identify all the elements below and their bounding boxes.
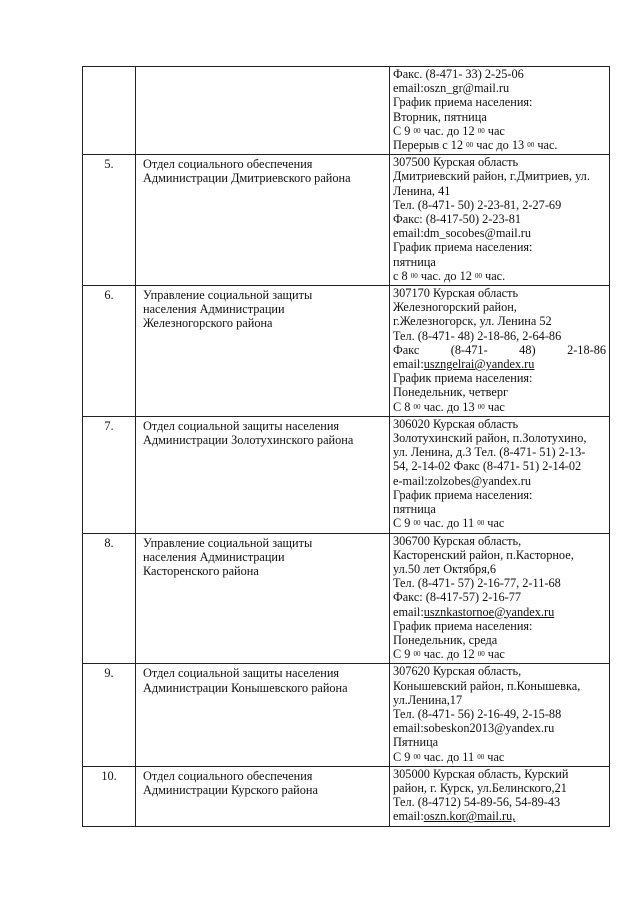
superscript-minutes: 00 <box>413 402 421 411</box>
reception-hours-line <box>393 124 606 138</box>
organization-name-line: Администрации Дмитриевского района <box>143 171 351 186</box>
contact-line: Понедельник, четверг <box>393 385 509 400</box>
email-address: e-mail:zolzobes@yandex.ru <box>393 473 531 488</box>
contact-line: Конышевский район, п.Конышевка, <box>393 678 581 693</box>
contact-line: График приема населения: <box>393 487 533 502</box>
organization-name-line: Управление социальной защиты <box>143 288 313 303</box>
contact-line: 306020 Курская область <box>393 416 519 431</box>
superscript-minutes: 00 <box>477 402 485 411</box>
contact-info-cell <box>390 533 610 664</box>
superscript-minutes: 00 <box>474 271 482 280</box>
organization-name-cell <box>136 416 390 533</box>
contact-line: 54, 2-14-02 Факс (8-471- 51) 2-14-02 <box>393 459 582 474</box>
organization-name-cell <box>136 155 390 286</box>
contact-line: Дмитриевский район, г.Дмитриев, ул. <box>393 169 590 184</box>
contact-line: 307500 Курская область <box>393 155 519 170</box>
hours-text: С 9 <box>393 123 414 138</box>
table-row <box>83 533 610 664</box>
contact-line: район, г. Курск, ул.Белинского,21 <box>393 780 567 795</box>
fax-part: 48) <box>519 342 536 357</box>
contact-line: 307170 Курская область <box>393 286 519 301</box>
contact-line: 306700 Курская область, <box>393 533 522 548</box>
hours-text: час. до 12 <box>420 123 478 138</box>
fax-line <box>393 343 606 357</box>
superscript-minutes: 00 <box>413 650 421 659</box>
hours-text: час. до 12 <box>417 268 475 283</box>
contact-line: Тел. (8-4712) 54-89-56, 54-89-43 <box>393 795 561 810</box>
organization-name-line: Касторенского района <box>143 563 259 578</box>
superscript-minutes: 00 <box>466 141 474 150</box>
contact-line: Понедельник, среда <box>393 632 498 647</box>
table-row <box>83 416 610 533</box>
hours-text: С 9 <box>393 647 414 662</box>
hours-text: Перерыв с 12 <box>393 138 467 153</box>
superscript-minutes: 00 <box>413 126 421 135</box>
superscript-minutes: 00 <box>410 271 418 280</box>
hours-text: С 9 <box>393 516 414 531</box>
organization-name-cell <box>136 766 390 826</box>
contact-line: ул.Ленина,17 <box>393 692 463 707</box>
hours-text: час. до 13 <box>420 399 478 414</box>
hours-text: час <box>484 123 505 138</box>
row-number <box>83 67 136 155</box>
table-row <box>83 664 610 766</box>
contact-line: Ленина, 41 <box>393 183 451 198</box>
superscript-minutes: 00 <box>477 650 485 659</box>
row-number: 10. <box>83 766 136 826</box>
contact-line: пятница <box>393 502 436 517</box>
contact-info-cell <box>390 155 610 286</box>
social-protection-offices-table <box>82 66 610 827</box>
organization-name-cell <box>136 67 390 155</box>
organization-name-line: Администрации Курского района <box>143 782 318 797</box>
row-number: 6. <box>83 286 136 417</box>
organization-name-cell <box>136 286 390 417</box>
table-body <box>83 67 610 827</box>
table-row <box>83 286 610 417</box>
superscript-minutes: 00 <box>527 141 535 150</box>
organization-name-line: Железногорского района <box>143 316 273 331</box>
contact-line: Тел. (8-471- 50) 2-23-81, 2-27-69 <box>393 197 562 212</box>
superscript-minutes: 00 <box>413 752 421 761</box>
organization-name-line: Администрации Золотухинского района <box>143 433 354 448</box>
row-number: 5. <box>83 155 136 286</box>
email-address: email:dm_socobes@mail.ru <box>393 226 532 241</box>
table-row <box>83 766 610 826</box>
hours-text: С 8 <box>393 399 414 414</box>
organization-name-cell <box>136 664 390 766</box>
organization-name-line: населения Администрации <box>143 302 285 317</box>
hours-text: час <box>484 749 505 764</box>
contact-line: Вторник, пятница <box>393 109 487 124</box>
organization-name-line: Администрации Конышевского района <box>143 680 348 695</box>
contact-line: Тел. (8-471- 48) 2-18-86, 2-64-86 <box>393 328 562 343</box>
hours-text: час <box>484 516 505 531</box>
contact-line: ул. Ленина, д.3 Тел. (8-471- 51) 2-13- <box>393 445 586 460</box>
reception-hours-line <box>393 269 606 283</box>
contact-line: 305000 Курская область, Курский <box>393 766 569 781</box>
superscript-minutes: 00 <box>477 519 485 528</box>
contact-line: Тел. (8-471- 57) 2-16-77, 2-11-68 <box>393 576 561 591</box>
hours-text: час <box>484 399 505 414</box>
table-row <box>83 67 610 155</box>
contact-line: пятница <box>393 254 436 269</box>
organization-name-cell <box>136 533 390 664</box>
contact-line: График приема населения: <box>393 240 533 255</box>
row-number: 9. <box>83 664 136 766</box>
contact-info-cell <box>390 766 610 826</box>
organization-name-line: населения Администрации <box>143 549 285 564</box>
hours-text: С 9 <box>393 749 414 764</box>
contact-line: Факс: (8-417-57) 2-16-77 <box>393 590 522 605</box>
hours-text: с 8 <box>393 268 411 283</box>
contact-line: Золотухинский район, п.Золотухино, <box>393 431 587 446</box>
contact-line: г.Железногорск, ул. Ленина 52 <box>393 314 552 329</box>
email-address[interactable]: email:usznkastornoe@yandex.ru <box>393 604 555 619</box>
reception-hours-line <box>393 516 606 530</box>
contact-info-cell <box>390 286 610 417</box>
superscript-minutes: 00 <box>413 519 421 528</box>
contact-line: График приема населения: <box>393 618 533 633</box>
contact-info-cell <box>390 416 610 533</box>
contact-line: График приема населения: <box>393 95 533 110</box>
reception-hours-line <box>393 750 606 764</box>
hours-text: час. до 11 <box>420 516 478 531</box>
email-address[interactable]: email:uszngelrai@yandex.ru <box>393 357 535 372</box>
contact-line: Пятница <box>393 735 439 750</box>
email-address[interactable]: email:oszn.kor@mail.ru, <box>393 809 516 824</box>
contact-line: ул.50 лет Октября,6 <box>393 561 497 576</box>
superscript-minutes: 00 <box>477 126 485 135</box>
organization-name-line: Отдел социальной защиты населения <box>143 666 340 681</box>
superscript-minutes: 00 <box>477 752 485 761</box>
hours-text: час до 13 <box>473 138 528 153</box>
organization-name-line: Управление социальной защиты <box>143 535 313 550</box>
row-number: 7. <box>83 416 136 533</box>
row-number: 8. <box>83 533 136 664</box>
email-address: email:oszn_gr@mail.ru <box>393 81 510 96</box>
contact-line: 307620 Курская область, <box>393 664 522 679</box>
reception-hours-line <box>393 400 606 414</box>
reception-hours-line <box>393 138 606 152</box>
hours-text: час. до 11 <box>420 749 478 764</box>
contact-info-cell <box>390 664 610 766</box>
contact-info-cell <box>390 67 610 155</box>
hours-text: час. <box>481 268 506 283</box>
contact-line: Тел. (8-471- 56) 2-16-49, 2-15-88 <box>393 706 562 721</box>
reception-hours-line <box>393 647 606 661</box>
contact-line: Факс. (8-471- 33) 2-25-06 <box>393 67 524 81</box>
hours-text: час <box>484 647 505 662</box>
hours-text: час. до 12 <box>420 647 478 662</box>
table-row <box>83 155 610 286</box>
fax-part: 2-18-86 <box>567 342 606 357</box>
fax-part: Факс <box>393 342 420 357</box>
organization-name-line: Отдел социального обеспечения <box>143 157 313 172</box>
contact-line: График приема населения: <box>393 371 533 386</box>
contact-line: Факс: (8-417-50) 2-23-81 <box>393 212 522 227</box>
hours-text: час. <box>534 138 558 153</box>
organization-name-line: Отдел социального обеспечения <box>143 768 313 783</box>
email-address: email:sobeskon2013@yandex.ru <box>393 721 555 736</box>
fax-part: (8-471- <box>450 342 488 357</box>
contact-line: Железногорский район, <box>393 300 517 315</box>
contact-line: Касторенский район, п.Касторное, <box>393 547 574 562</box>
organization-name-line: Отдел социальной защиты населения <box>143 418 340 433</box>
